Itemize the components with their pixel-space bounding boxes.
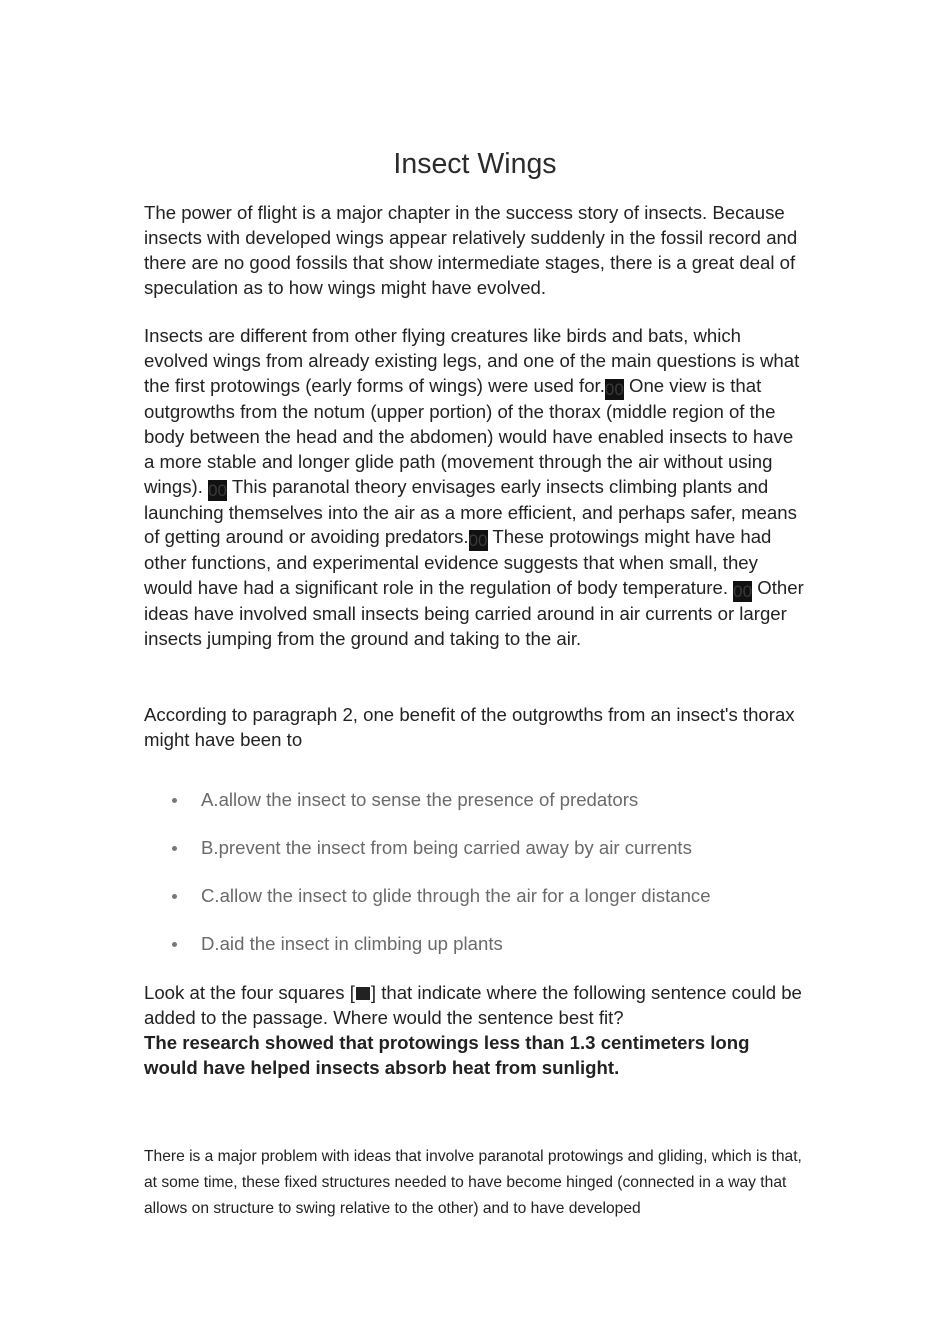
question-1-prompt: According to paragraph 2, one benefit of the outgrowths from an insect's thorax might have been to: [144, 704, 795, 750]
insert-square-c[interactable]: 00: [468, 531, 488, 551]
bullet-icon: [172, 894, 177, 899]
paragraph-2-segment: This paranotal theory envisages early insects climbing plants and launching themselves into the air as a more efficient, and perhaps safer, means of getting around or avoiding predators.: [144, 475, 797, 548]
answer-option-a[interactable]: [144, 786, 808, 834]
square-icon: [356, 987, 370, 1000]
paragraph-2-segment: These protowings might have had other functions, and experimental evidence suggests that when small, they would have had a significant role in the regulation of body temperature.: [144, 526, 772, 599]
insert-square-d[interactable]: 00: [733, 582, 753, 602]
paragraph-1: The power of flight is a major chapter in the success story of insects. Because insects with developed wings appear relatively suddenly in the fossil record and there are no good fossils that show intermediate stages, there is a great deal of speculation as to how wings might have evolved.: [144, 202, 798, 298]
answer-options: [144, 786, 808, 978]
bullet-icon: [172, 846, 177, 851]
answer-option-d[interactable]: [144, 930, 808, 978]
paragraph-3: There is a major problem with ideas that involve paranotal protowings and gliding, which is that, at some time, these fixed structures needed to have become hinged (connected in a way that allows on structure to swing relative to the other) and to have developed: [144, 1148, 802, 1217]
answer-option-b[interactable]: [144, 834, 808, 882]
answer-option-label: D.aid the insect in climbing up plants: [201, 933, 503, 954]
paragraph-2-segment: Insects are different from other flying creatures like birds and bats, which evolved wings from already existing legs, and one of the main questions is what the first protowings (early forms of wings) were used for.: [144, 325, 800, 396]
answer-option-c[interactable]: [144, 882, 808, 930]
paragraph-2-segment: One view is that outgrowths from the notum (upper portion) of the thorax (middle region of the body between the head and the abdomen) would have enabled insects to have a more stable and longer glide path (movement through the air without using wings).: [144, 374, 794, 497]
insert-sentence: The research showed that protowings less than 1.3 centimeters long would have helped insects absorb heat from sunlight.: [144, 1032, 750, 1078]
bullet-icon: [172, 942, 177, 947]
paragraph-2-segment: Other ideas have involved small insects being carried around in air currents or larger insects jumping from the ground and taking to the air.: [144, 577, 804, 650]
paragraph-2: [144, 324, 808, 652]
answer-option-label: A.allow the insect to sense the presence of predators: [201, 789, 639, 810]
bullet-icon: [172, 798, 177, 803]
answer-option-label: C.allow the insect to glide through the air for a longer distance: [201, 885, 711, 906]
insert-square-b[interactable]: 00: [208, 480, 227, 500]
question-2-prompt: [144, 980, 808, 1030]
question-2-prompt-start: Look at the four squares [: [144, 982, 355, 1003]
question-2-prompt-end: ] that indicate where the following sentence could be added to the passage. Where would the sentence best fit?: [144, 982, 802, 1028]
passage-title: Insect Wings: [393, 148, 557, 180]
answer-option-label: B.prevent the insect from being carried away by air currents: [201, 837, 692, 858]
insert-square-a[interactable]: 00: [604, 379, 624, 399]
